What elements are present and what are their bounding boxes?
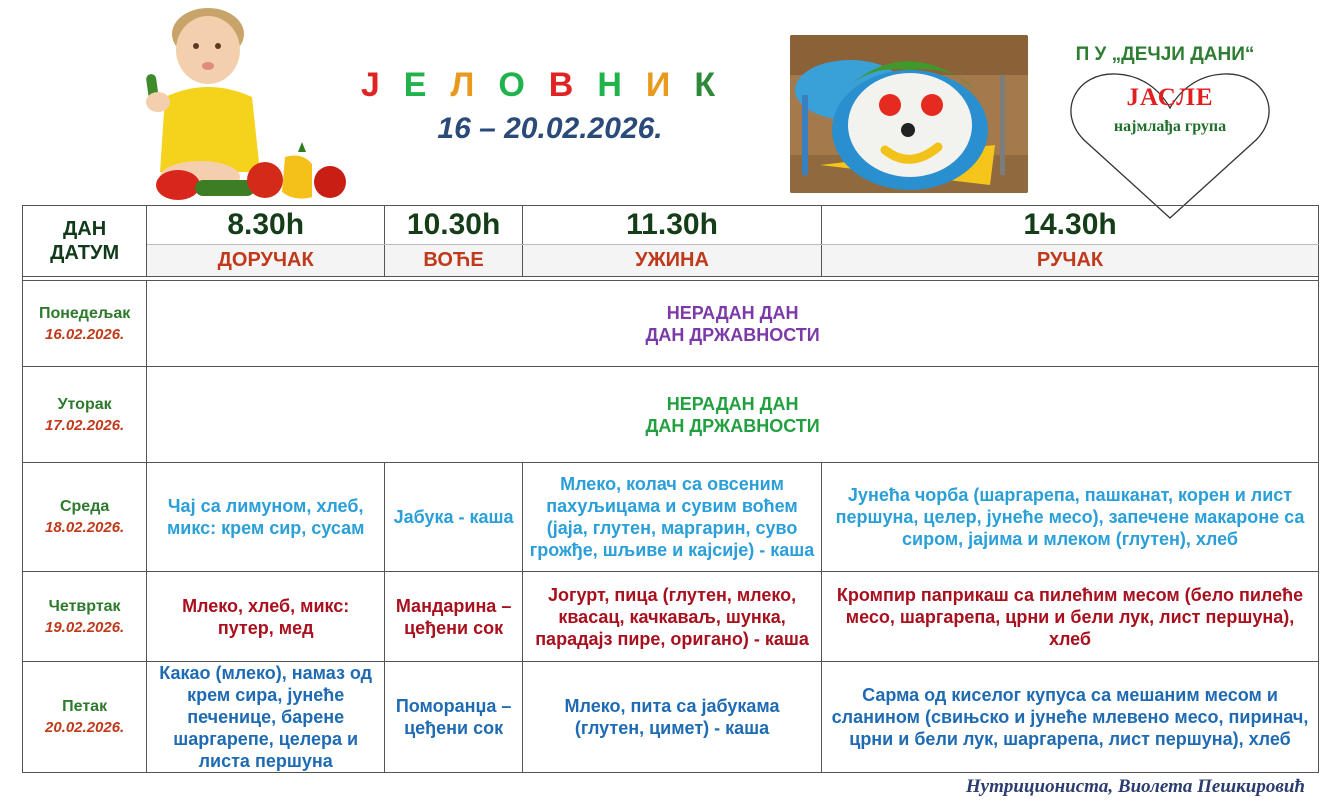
meal-snack-header: УЖИНА bbox=[523, 245, 822, 277]
snack-cell: Млеко, пита са јабукама (глутен, цимет) - каша bbox=[523, 662, 822, 773]
fruit-cell: Поморанџа – цеђени сок bbox=[385, 662, 523, 773]
holiday-cell-monday bbox=[147, 281, 1319, 367]
fruit-cell: Јабука - каша bbox=[385, 463, 523, 572]
table-row bbox=[23, 572, 1319, 662]
day-cell-friday bbox=[23, 662, 147, 773]
time-lunch: 14.30h bbox=[822, 206, 1319, 245]
lunch-cell: Јунећа чорба (шаргарепа, пашканат, корен и лист першуна, целер, јунеће месо), запечене макароне са сиром, јајима и млеком (глутен), хлеб bbox=[822, 463, 1319, 572]
group-subtitle: најмлађа група bbox=[1113, 118, 1227, 135]
table-row bbox=[23, 367, 1319, 463]
day-name: Четвртак bbox=[48, 597, 121, 615]
title-letter: Ј bbox=[360, 66, 404, 104]
nutritionist-signature: Нутрициониста, Виолета Пешкировић bbox=[965, 776, 1305, 797]
meal-lunch-header: РУЧАК bbox=[822, 245, 1319, 277]
holiday-line: ДАН ДРЖАВНОСТИ bbox=[645, 415, 820, 436]
menu-dates: 16 – 20.02.2026. bbox=[437, 112, 663, 145]
title-letter: Е bbox=[403, 66, 451, 104]
day-date-header: ДАН ДАТУМ bbox=[23, 206, 147, 277]
title-letter: О bbox=[498, 66, 549, 104]
time-fruit: 10.30h bbox=[385, 206, 523, 245]
day-date: 18.02.2026. bbox=[44, 519, 125, 536]
title-letter: В bbox=[548, 66, 598, 104]
holiday-line: ДАН ДРЖАВНОСТИ bbox=[645, 324, 820, 345]
title-letter: И bbox=[645, 66, 695, 104]
day-date: 19.02.2026. bbox=[44, 618, 125, 636]
time-breakfast: 8.30h bbox=[147, 206, 385, 245]
lunch-cell: Кромпир паприкаш са пилећим месом (бело пилеће месо, шаргарепа, црни и бели лук, лист першуна), хлеб bbox=[822, 572, 1319, 662]
day-cell-tuesday bbox=[23, 367, 147, 463]
child-with-vegetables-image bbox=[130, 2, 350, 202]
plate-with-smiley-face-image bbox=[790, 35, 1028, 193]
day-date: 17.02.2026. bbox=[44, 416, 125, 434]
time-snack: 11.30h bbox=[523, 206, 822, 245]
day-cell-monday bbox=[23, 281, 147, 367]
day-name: Петак bbox=[62, 698, 108, 715]
snack-cell: Јогурт, пица (глутен, млеко, квасац, качкаваљ, шунка, парадајз пире, оригано) - каша bbox=[523, 572, 822, 662]
day-cell-thursday bbox=[23, 572, 147, 662]
table-header-meals bbox=[23, 245, 1319, 277]
menu-table bbox=[22, 205, 1319, 773]
group-title: ЈАСЛЕ bbox=[1126, 84, 1214, 111]
holiday-cell-tuesday bbox=[147, 367, 1319, 463]
table-header-times bbox=[23, 206, 1319, 245]
day-cell-wednesday bbox=[23, 463, 147, 572]
day-name: Уторак bbox=[57, 395, 112, 413]
meal-fruit-header: ВОЋЕ bbox=[385, 245, 523, 277]
day-date: 20.02.2026. bbox=[44, 719, 125, 736]
title-letter: Л bbox=[450, 66, 499, 104]
meal-breakfast-header: ДОРУЧАК bbox=[147, 245, 385, 277]
day-date: 16.02.2026. bbox=[44, 325, 125, 343]
lunch-cell: Сарма од киселог купуса са мешаним месом и сланином (свињско и јунеће млевено месо, пиринач, црни и бели лук, шаргарепа, лист першуна), хлеб bbox=[822, 662, 1319, 773]
table-row bbox=[23, 281, 1319, 367]
organization-name: П У „ДЕЧЈИ ДАНИ“ bbox=[1075, 44, 1255, 65]
table-row bbox=[23, 662, 1319, 773]
menu-title bbox=[360, 66, 740, 105]
breakfast-cell: Млеко, хлеб, микс: путер, мед bbox=[147, 572, 385, 662]
table-row bbox=[23, 463, 1319, 572]
fruit-cell: Мандарина – цеђени сок bbox=[385, 572, 523, 662]
breakfast-cell: Чај са лимуном, хлеб, микс: крем сир, сусам bbox=[147, 463, 385, 572]
breakfast-cell: Какао (млеко), намаз од крем сира, јунеће печенице, барене шаргарепе, целера и листа першуна bbox=[147, 662, 385, 773]
title-letter: К bbox=[694, 66, 740, 104]
snack-cell: Млеко, колач са овсеним пахуљицама и сувим воћем (јаја, глутен, маргарин, суво грожђе, шљиве и кајсије) - каша bbox=[523, 463, 822, 572]
holiday-line: НЕРАДАН ДАН bbox=[666, 302, 799, 323]
day-name: Среда bbox=[59, 498, 110, 515]
day-name: Понедељак bbox=[38, 304, 131, 322]
title-letter: Н bbox=[597, 66, 646, 104]
holiday-line: НЕРАДАН ДАН bbox=[666, 393, 799, 414]
